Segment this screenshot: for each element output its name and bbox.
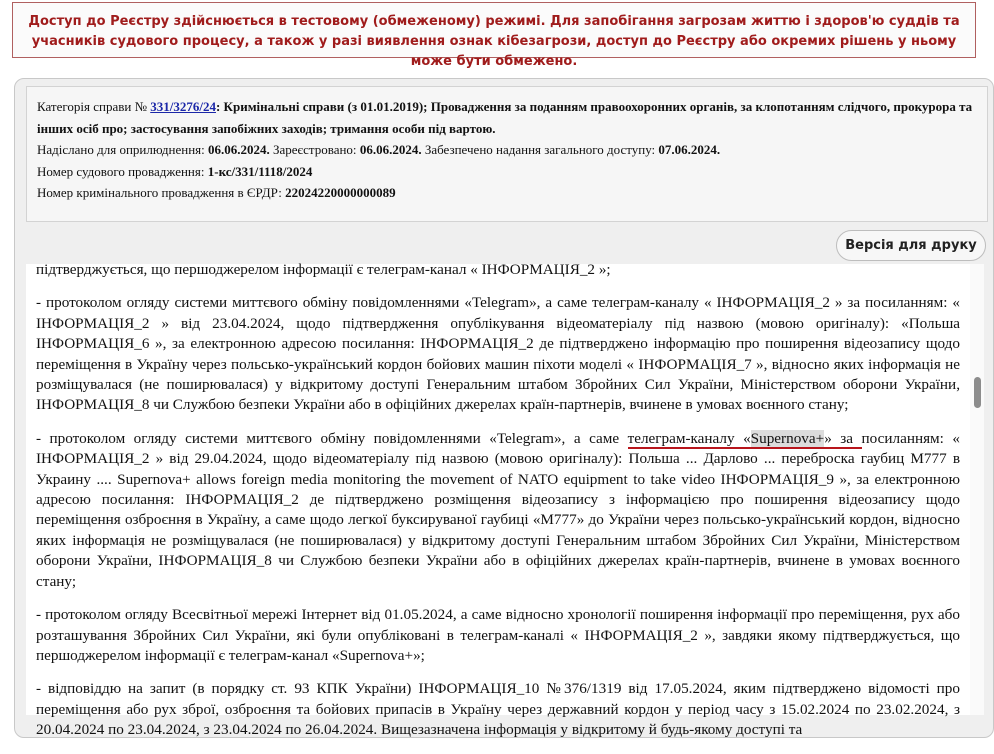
sent-date: 06.06.2024. bbox=[208, 142, 270, 157]
case-number-link[interactable]: 331/3276/24 bbox=[150, 99, 216, 114]
underlined-channel-mention: телеграм-каналу «Supernova+» за bbox=[627, 429, 862, 447]
paragraph: - протоколом огляду Всесвітньої мережі Інтернет від 01.05.2024, а саме відносно хронології поширення інформації про переміщення, рух або розташування Збройних Сил України, які були опубліковані в телеграм-каналі « ІНФОРМАЦІЯ_2 », завдяки якому підтверджується, що першоджерелом інформації є телеграм-канал «Supernova+»; bbox=[36, 606, 960, 664]
highlighted-channel-name: Supernova+ bbox=[750, 429, 825, 447]
erdr-number: 22024220000000089 bbox=[285, 185, 396, 200]
decision-text bbox=[36, 260, 960, 754]
paragraph: - протоколом огляду системи миттєвого обміну повідомленнями «Telegram», а саме телеграм-каналу «Supernova+» за посиланням: « ІНФОРМАЦІЯ_2 » від 29.04.2024, щодо відеоматеріалу під назвою (мовою оригіналу): Польша ... Дарлово ... переброска гаубиц М777 в Украину .... Supernova+ allows foreign media monitoring the movement of NATO equipment to take video ІНФОРМАЦІЯ_9 », за електронною адресою посилання: ІНФОРМАЦІЯ_2 де підтверджено розміщення відеозапису з інформацією про поширення відеозапису щодо переміщення озброєння в Україну, а саме щодо легкої буксируваної гаубиці «М777» до України через польсько-український кордон, відносно яких інформація не розміщувалася (не поширювалася) у відкритому доступі Генеральним штабом Збройних Сил України, Міністерством оборони України, ІНФОРМАЦІЯ_8 чи Службою безпеки України або в офіційних джерелах країн-партнерів, вчинене в умовах воєнного стану; bbox=[36, 429, 960, 590]
scrollbar-thumb[interactable] bbox=[974, 377, 981, 408]
scrollbar-track[interactable] bbox=[970, 264, 984, 715]
print-version-button[interactable]: Версія для друку bbox=[836, 230, 986, 261]
restricted-access-notice bbox=[12, 2, 976, 69]
erdr-line: Номер кримінального провадження в ЄРДР: 22024220000000089 bbox=[37, 185, 396, 200]
court-proceeding-line: Номер судового провадження: 1-кс/331/1118/2024 bbox=[37, 163, 313, 179]
case-category: : Кримінальні справи (з 01.01.2019); Провадження за поданням правоохоронних органів, за клопотанням слідчого, прокурора та інших осіб про; застосування запобіжних заходів; тримання особи під вартою. bbox=[37, 99, 973, 136]
paragraph: - протоколом огляду системи миттєвого обміну повідомленнями «Telegram», а саме телеграм-каналу « ІНФОРМАЦІЯ_2 » за посиланням: « ІНФОРМАЦІЯ_2 » від 23.04.2024, щодо підтвердження опублікування відеоматеріалу під назвою (мовою оригіналу): «Польша ІНФОРМАЦІЯ_6 », за електронною адресою посилання: ІНФОРМАЦІЯ_2 де підтверджено інформацію про поширення відеозапису щодо переміщення в Україну через польсько-український кордон бойових машин піхоти моделі « ІНФОРМАЦІЯ_7 », відносно яких інформація не розміщувалася (не поширювалася) у відкритому доступі Генеральним штабом Збройних Сил України, Міністерством оборони України, ІНФОРМАЦІЯ_8 чи Службою безпеки України або в офіційних джерелах країн-партнерів, вчинене в умовах воєнного стану; bbox=[36, 294, 960, 414]
access-date: 07.06.2024. bbox=[658, 142, 721, 157]
court-proceeding-number: 1-кс/331/1118/2024 bbox=[207, 163, 313, 179]
registered-date: 06.06.2024. bbox=[359, 142, 422, 157]
decision-text-viewport[interactable] bbox=[26, 261, 970, 739]
notice-text: Доступ до Реєстру здійснюється в тестовому (обмеженому) режимі. Для запобігання загрозам життю і здоров'ю суддів та учасників судового процесу, а також у разі виявлення ознак кібезагрози, доступ до Реєстру або окремих рішень у ньому може бути обмежено. bbox=[28, 14, 960, 69]
paragraph: підтверджується, що першоджерелом інформації є телеграм-канал « ІНФОРМАЦІЯ_2 »; bbox=[36, 261, 611, 278]
paragraph: - відповіддю на запит (в порядку ст. 93 КПК України) ІНФОРМАЦІЯ_10 №376/1319 від 17.05.2024, яким підтверджено відомості про переміщення або рух зброї, озброєння та бойових припасів в Україну через державний кордон у період часу з 15.02.2024 по 23.02.2024, з 20.04.2024 по 23.04.2024, з 23.04.2024 по 26.04.2024. Вищезазначена інформація у відкритому й будь-якому доступі та bbox=[36, 680, 960, 739]
case-category-line: Категорія справи № 331/3276/24: Кримінальні справи (з 01.01.2019); Провадження за поданням правоохоронних органів, за клопотанням слідчого, прокурора та інших осіб про; застосування запобіжних заходів; тримання особи під вартою. bbox=[37, 99, 973, 136]
dates-line: Надіслано для оприлюднення: 06.06.2024. Зареєстровано: 06.06.2024. Забезпечено надання загального доступу: 07.06.2024. bbox=[37, 142, 721, 157]
case-metadata bbox=[26, 86, 988, 222]
